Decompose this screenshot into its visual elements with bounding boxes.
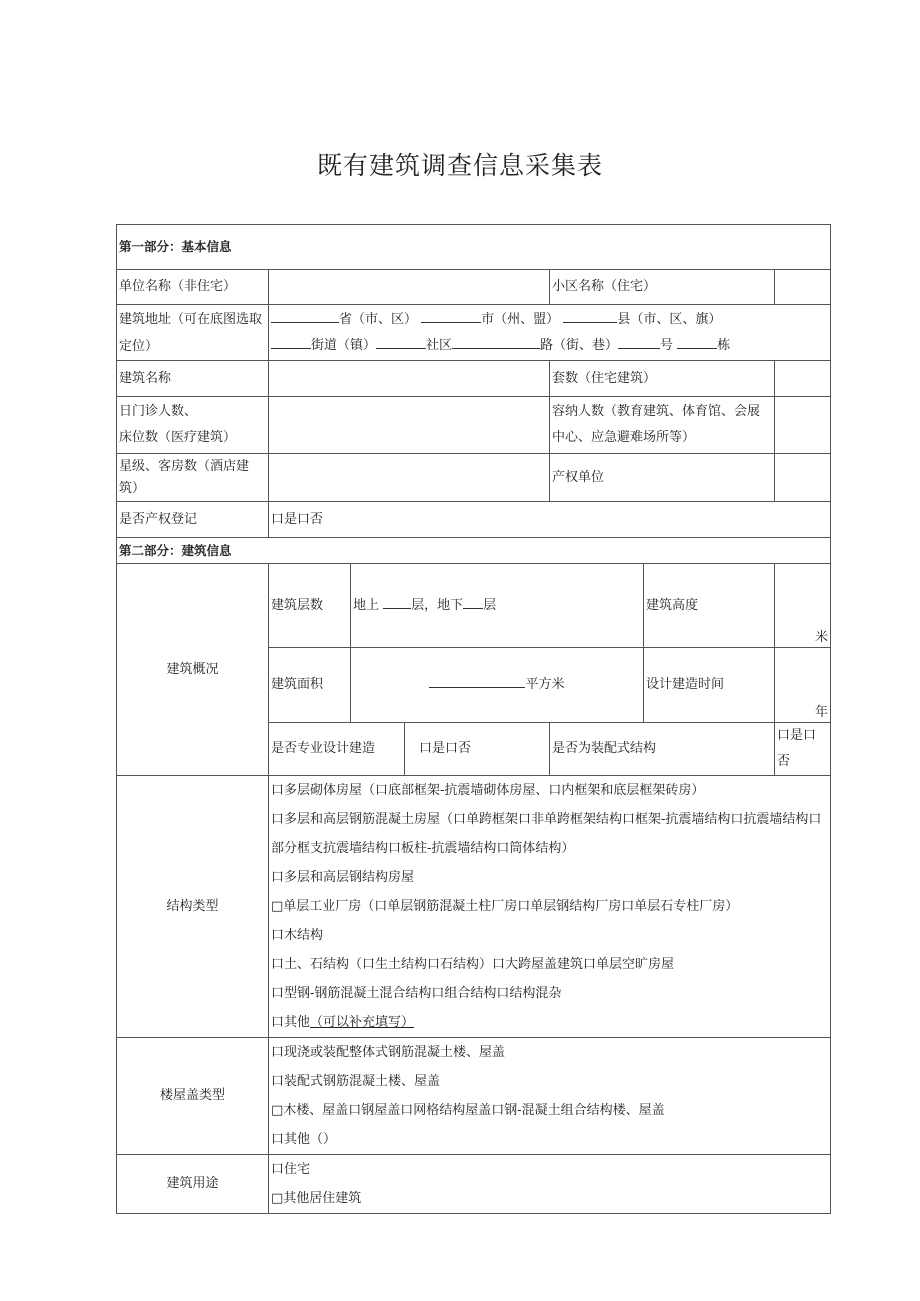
structure-other-text: （可以补充填写） (310, 1015, 415, 1030)
floors-mid-label: 层，地下 (411, 597, 464, 613)
design-time-field[interactable] (775, 648, 831, 723)
registered-label: 是否产权登记 (117, 502, 269, 538)
street-blank[interactable] (271, 334, 311, 349)
county-blank[interactable] (563, 308, 617, 323)
province-blank[interactable] (271, 308, 339, 323)
address-field[interactable] (269, 305, 831, 361)
registered-checkbox[interactable]: 口是口否 (269, 502, 831, 538)
units-field[interactable] (775, 361, 831, 397)
city-blank[interactable] (421, 308, 481, 323)
hotel-row (117, 454, 831, 502)
road-blank[interactable] (452, 334, 540, 349)
road-suffix: 路（街、巷） (540, 337, 619, 353)
number-suffix: 号 (660, 337, 674, 353)
community-name-label: 小区名称（住宅） (550, 270, 775, 305)
design-time-unit: 年 (815, 705, 829, 720)
use-option[interactable]: 口住宅 (271, 1162, 311, 1177)
structure-options (269, 776, 831, 1038)
roof-option[interactable]: 口装配式钢筋混凝土楼、屋盖 (271, 1074, 441, 1089)
page-title: 既有建筑调查信息采集表 (316, 151, 603, 180)
structure-option[interactable]: 口型钢-钢筋混凝土混合结构口组合结构口结构混杂 (271, 986, 562, 1001)
outpatient-label-line1: 日门诊人数、 (119, 404, 198, 419)
number-blank[interactable] (618, 334, 660, 349)
floors-field[interactable] (351, 564, 644, 648)
design-time-label: 设计建造时间 (644, 648, 775, 723)
outpatient-label (117, 397, 269, 454)
floors-above-label: 地上 (353, 597, 380, 613)
structure-other-prefix: 口其他 (271, 1015, 311, 1030)
hotel-field[interactable] (269, 454, 550, 502)
height-unit: 米 (815, 630, 829, 645)
floors-row (117, 564, 831, 648)
survey-form-table (116, 224, 831, 1214)
height-label: 建筑高度 (644, 564, 775, 648)
capacity-label: 容纳人数（教育建筑、体育馆、会展中心、应急避难场所等） (550, 397, 775, 454)
roof-option[interactable]: 口现浇或装配整体式钢筋混凝土楼、屋盖 (271, 1045, 506, 1060)
unit-row (117, 270, 831, 305)
owner-label: 产权单位 (550, 454, 775, 502)
structure-option[interactable]: 口土、石结构（口生土结构口石结构）口大跨屋盖建筑口单层空旷房屋 (271, 957, 675, 972)
floors-above-blank[interactable] (383, 594, 411, 609)
hotel-label: 星级、客房数（酒店建筑） (117, 454, 269, 502)
part1-header: 第一部分：基本信息 (117, 225, 831, 270)
province-suffix: 省（市、区） (339, 311, 418, 327)
use-label: 建筑用途 (117, 1155, 269, 1214)
structure-option-other[interactable] (271, 1008, 828, 1037)
structure-option[interactable]: □单层工业厂房（口单层钢筋混凝土柱厂房口单层钢结构厂房口单层石专柱厂房） (271, 899, 739, 914)
floors-below-blank[interactable] (463, 594, 483, 609)
structure-row (117, 776, 831, 1038)
building-blank[interactable] (677, 334, 717, 349)
building-suffix: 栋 (717, 337, 731, 353)
owner-field[interactable] (775, 454, 831, 502)
part2-header: 第二部分：建筑信息 (117, 538, 831, 564)
county-suffix: 县（市、区、旗） (617, 311, 722, 327)
area-blank[interactable] (429, 673, 525, 688)
use-option[interactable]: □其他居住建筑 (271, 1191, 362, 1206)
street-suffix: 街道（镇） (311, 337, 377, 353)
unit-name-field[interactable] (269, 270, 550, 305)
structure-option[interactable]: 口木结构 (271, 928, 324, 943)
address-label: 建筑地址（可在底图选取定位） (117, 305, 269, 361)
area-label: 建筑面积 (269, 648, 351, 723)
use-row (117, 1155, 831, 1214)
building-name-field[interactable] (269, 361, 550, 397)
capacity-field[interactable] (775, 397, 831, 454)
roof-row (117, 1038, 831, 1155)
community-name-field[interactable] (775, 270, 831, 305)
outpatient-row (117, 397, 831, 454)
prefab-checkbox[interactable]: 口是口否 (775, 723, 831, 776)
part1-header-row (117, 225, 831, 270)
outpatient-field[interactable] (269, 397, 550, 454)
roof-option[interactable]: □木楼、屋盖口钢屋盖口网格结构屋盖口钢-混凝土组合结构楼、屋盖 (271, 1103, 665, 1118)
roof-option[interactable]: 口其他（） (271, 1132, 337, 1147)
professional-checkbox[interactable]: 口是口否 (405, 723, 550, 776)
structure-label: 结构类型 (117, 776, 269, 1038)
overview-label: 建筑概况 (117, 564, 269, 776)
professional-label: 是否专业设计建造 (269, 723, 405, 776)
outpatient-label-line2: 床位数（医疗建筑） (119, 430, 237, 445)
use-options (269, 1155, 831, 1214)
prefab-label: 是否为装配式结构 (550, 723, 775, 776)
floors-end-label: 层 (483, 597, 497, 613)
part2-header-row (117, 538, 831, 564)
building-name-row (117, 361, 831, 397)
community-suffix: 社区 (426, 337, 453, 353)
structure-option[interactable]: 口多层砌体房屋（口底部框架-抗震墙砌体房屋、口内框架和底层框架砖房） (271, 783, 705, 798)
building-name-label: 建筑名称 (117, 361, 269, 397)
address-row (117, 305, 831, 361)
floors-label: 建筑层数 (269, 564, 351, 648)
area-unit: 平方米 (525, 677, 565, 692)
area-field[interactable] (351, 648, 644, 723)
community-blank[interactable] (376, 334, 426, 349)
address-line-2 (271, 333, 828, 359)
structure-option[interactable]: 口多层和高层钢筋混凝土房屋（口单跨框架口非单跨框架结构口框架-抗震墙结构口抗震墙结构口部分框支抗震墙结构口板柱-抗震墙结构口筒体结构） (271, 812, 822, 856)
address-line-1 (271, 307, 828, 333)
unit-name-label: 单位名称（非住宅） (117, 270, 269, 305)
roof-options (269, 1038, 831, 1155)
structure-option[interactable]: 口多层和高层钢结构房屋 (271, 870, 415, 885)
height-field[interactable] (775, 564, 831, 648)
registered-row (117, 502, 831, 538)
units-label: 套数（住宅建筑） (550, 361, 775, 397)
roof-label: 楼屋盖类型 (117, 1038, 269, 1155)
city-suffix: 市（州、盟） (481, 311, 560, 327)
